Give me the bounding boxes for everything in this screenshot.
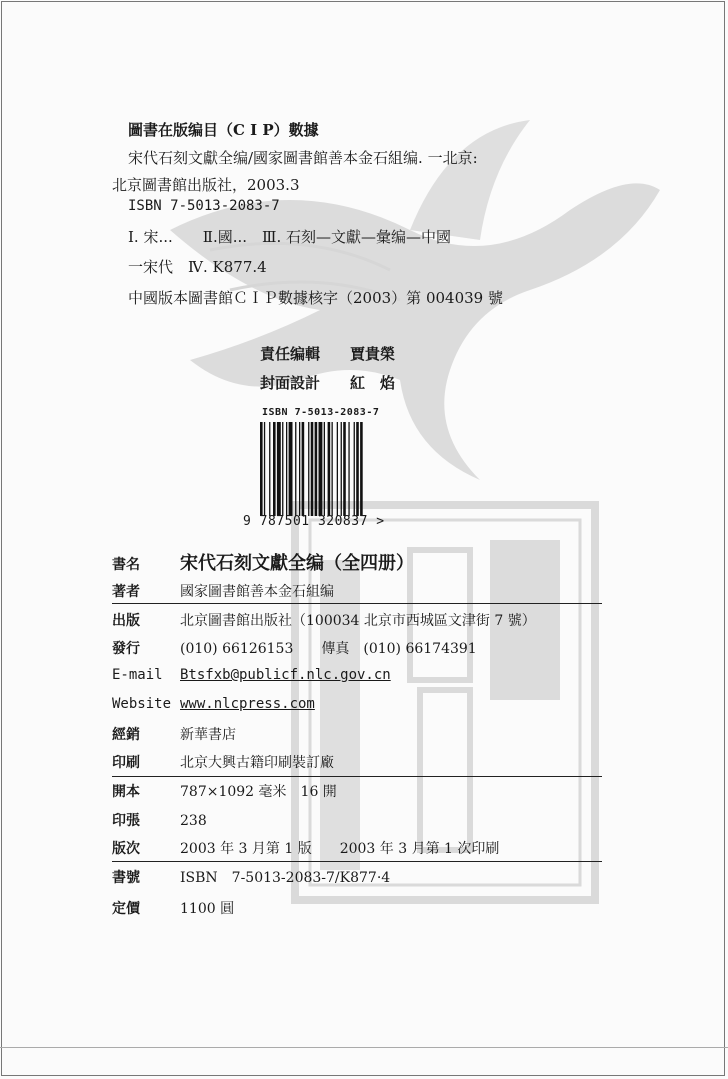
colophon-row-title — [112, 549, 414, 575]
book-number-label: 書號 — [112, 870, 140, 886]
sheets-label: 印張 — [112, 813, 140, 829]
publisher-value: 北京圖書館出版社（100034 北京市西城區文津街 7 號） — [180, 613, 536, 629]
divider-rule — [112, 861, 602, 862]
distribution-label: 發行 — [112, 641, 140, 657]
colophon-row-author — [112, 581, 334, 601]
book-title: 宋代石刻文獻全编（全四册） — [180, 553, 414, 574]
cip-isbn: ISBN 7-5013-2083-7 — [128, 198, 280, 214]
book-number-value: ISBN 7-5013-2083-7/K877·4 — [180, 870, 391, 886]
email-link[interactable]: Btsfxb@publicf.nlc.gov.cn — [180, 667, 391, 683]
format-label: 開本 — [112, 784, 140, 800]
colophon-row-publisher — [112, 610, 536, 630]
barcode-icon — [258, 422, 392, 516]
edition-label: 版次 — [112, 841, 140, 857]
edition-value: 2003 年 3 月第 1 版 2003 年 3 月第 1 次印刷 — [180, 841, 500, 857]
sales-value: 新華書店 — [180, 727, 236, 743]
colophon-row-edition — [112, 838, 499, 858]
price-label: 定價 — [112, 901, 140, 917]
format-value: 787×1092 毫米 16 開 — [180, 784, 337, 800]
divider-rule — [112, 776, 602, 777]
publisher-label: 出版 — [112, 613, 140, 629]
colophon-row-price — [112, 898, 234, 918]
printer-value: 北京大興古籍印刷裝訂廠 — [180, 755, 334, 771]
cip-line-6: 中國版本圖書館ＣＩＰ數據核字（2003）第 004039 號 — [128, 289, 503, 307]
divider-rule — [112, 603, 602, 604]
cip-line-5: 一宋代 Ⅳ. K877.4 — [128, 258, 267, 276]
editor-label: 責任编輯 — [260, 345, 321, 363]
colophon-row-distribution — [112, 638, 477, 658]
cip-line-4: Ⅰ. 宋... Ⅱ.國... Ⅲ. 石刻—文獻—彙编—中國 — [128, 228, 452, 246]
colophon-row-email — [112, 667, 391, 683]
printer-label: 印刷 — [112, 755, 140, 771]
sheets-value: 238 — [180, 813, 207, 829]
cip-line-2: 北京圖書館出版社，2003.3 — [112, 176, 300, 194]
colophon-row-book-number — [112, 867, 390, 887]
colophon-row-format — [112, 781, 337, 801]
author-label: 著者 — [112, 584, 140, 600]
price-value: 1100 圓 — [180, 901, 235, 917]
credit-editor — [260, 343, 395, 364]
colophon-row-printer — [112, 752, 334, 772]
cip-line-1: 宋代石刻文獻全编/國家圖書館善本金石組编. 一北京: — [128, 149, 478, 167]
cover-label: 封面設計 — [260, 374, 321, 392]
colophon-row-sales — [112, 724, 236, 744]
author-value: 國家圖書館善本金石組编 — [180, 584, 334, 600]
colophon-row-website — [112, 696, 315, 712]
credit-cover-design — [260, 372, 395, 393]
cover-designer-name: 紅 焰 — [350, 374, 396, 392]
website-link[interactable]: www.nlcpress.com — [180, 696, 315, 712]
title-label: 書名 — [112, 557, 140, 573]
barcode-digits: 9 787501 320837 > — [243, 514, 385, 529]
page-bottom-line — [0, 1047, 728, 1048]
barcode-isbn-text: ISBN 7-5013-2083-7 — [262, 407, 380, 418]
distribution-value: (010) 66126153 傳真 (010) 66174391 — [180, 641, 477, 657]
colophon-row-sheets — [112, 810, 207, 830]
email-label: E-mail — [112, 667, 163, 683]
editor-name: 賈貴榮 — [350, 345, 396, 363]
website-label: Website — [112, 696, 172, 712]
cip-heading: 圖書在版编目（C I P）數據 — [128, 121, 319, 139]
sales-label: 經銷 — [112, 727, 140, 743]
